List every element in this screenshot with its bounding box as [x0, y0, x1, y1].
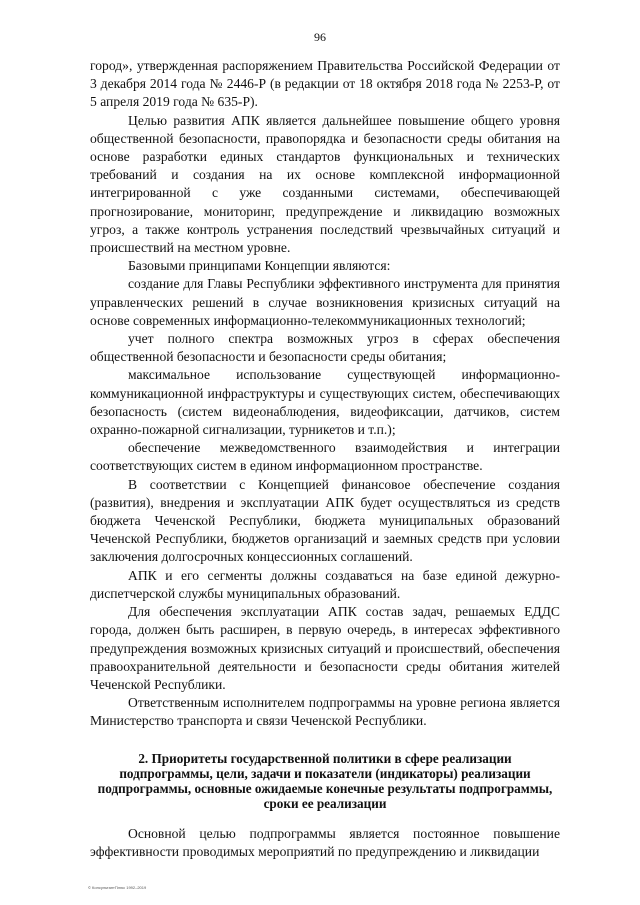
paragraph: Базовыми принципами Концепции являются:: [128, 258, 391, 274]
footer-text: © КонсультантПлюс 1992–2019: [88, 885, 147, 890]
section-heading: 2. Приоритеты государственной политики в сфере реализации подпрограммы, цели, задачи и показатели (индикаторы) реализации подпрограммы, основные ожидаемые конечные результаты подпрограммы, сроки ее реализации: [97, 750, 553, 811]
paragraph: учет полного спектра возможных угроз в сферах обеспечения общественной безопасности и безопасности среды обитания;: [90, 331, 560, 365]
paragraph: В соответствии с Концепцией финансовое обеспечение создания (развития), внедрения и эксплуатации АПК будет осуществляться из средств бюджета Чеченской Республики, бюджета муниципальных образований Чеченской Республики, бюджетов организаций и заемных средств при условии заключения долгосрочных концессионных соглашений.: [90, 476, 560, 565]
paragraph: Ответственным исполнителем подпрограммы на уровне региона является Министерство транспорта и связи Чеченской Республики.: [90, 695, 560, 729]
paragraph: обеспечение межведомственного взаимодействия и интеграции соответствующих систем в едином информационном пространстве.: [90, 440, 560, 474]
paragraph: АПК и его сегменты должны создаваться на базе единой дежурно-диспетчерской службы муниципальных образований.: [90, 567, 560, 601]
paragraph: Основной целью подпрограммы является постоянное повышение эффективности проводимых мероприятий по предупреждению и ликвидации: [90, 825, 560, 859]
paragraph: город», утвержденная распоряжением Правительства Российской Федерации от 3 декабря 2014 года № 2446-Р (в редакции от 18 октября 2018 года № 2253-Р, от 5 апреля 2019 года № 635-Р).: [90, 58, 560, 110]
page-number: 96: [314, 30, 326, 44]
paragraph: Для обеспечения эксплуатации АПК состав задач, решаемых ЕДДС города, должен быть расширен, в первую очередь, в интересах эффективного предупреждения возможных кризисных ситуаций и происшествий, обеспечения правоохранительной деятельности и безопасности среды обитания жителей Чеченской Республики.: [90, 604, 560, 692]
paragraph: максимальное использование существующей информационно-коммуникационной инфраструктуры и существующих систем, обеспечивающих безопасность (систем видеонаблюдения, видеофиксации, датчиков, систем охранно-пожарной сигнализации, турникетов и т.п.);: [90, 367, 560, 438]
paragraph: Целью развития АПК является дальнейшее повышение общего уровня общественной безопасности, правопорядка и безопасности среды обитания на основе разработки единых стандартов функциональных и технических требований и создания на их основе комплексной информационной интегрированной с уже созданными системами, обеспечивающей прогнозирование, мониторинг, предупреждение и ликвидацию возможных угроз, а также контроль устранения последствий чрезвычайных ситуаций и происшествий на местном уровне.: [90, 112, 560, 256]
document-body: [90, 57, 560, 861]
paragraph: создание для Главы Республики эффективного инструмента для принятия управленческих решений в случае возникновения кризисных ситуаций на основе современных информационно-телекоммуникационных технологий;: [90, 276, 560, 328]
